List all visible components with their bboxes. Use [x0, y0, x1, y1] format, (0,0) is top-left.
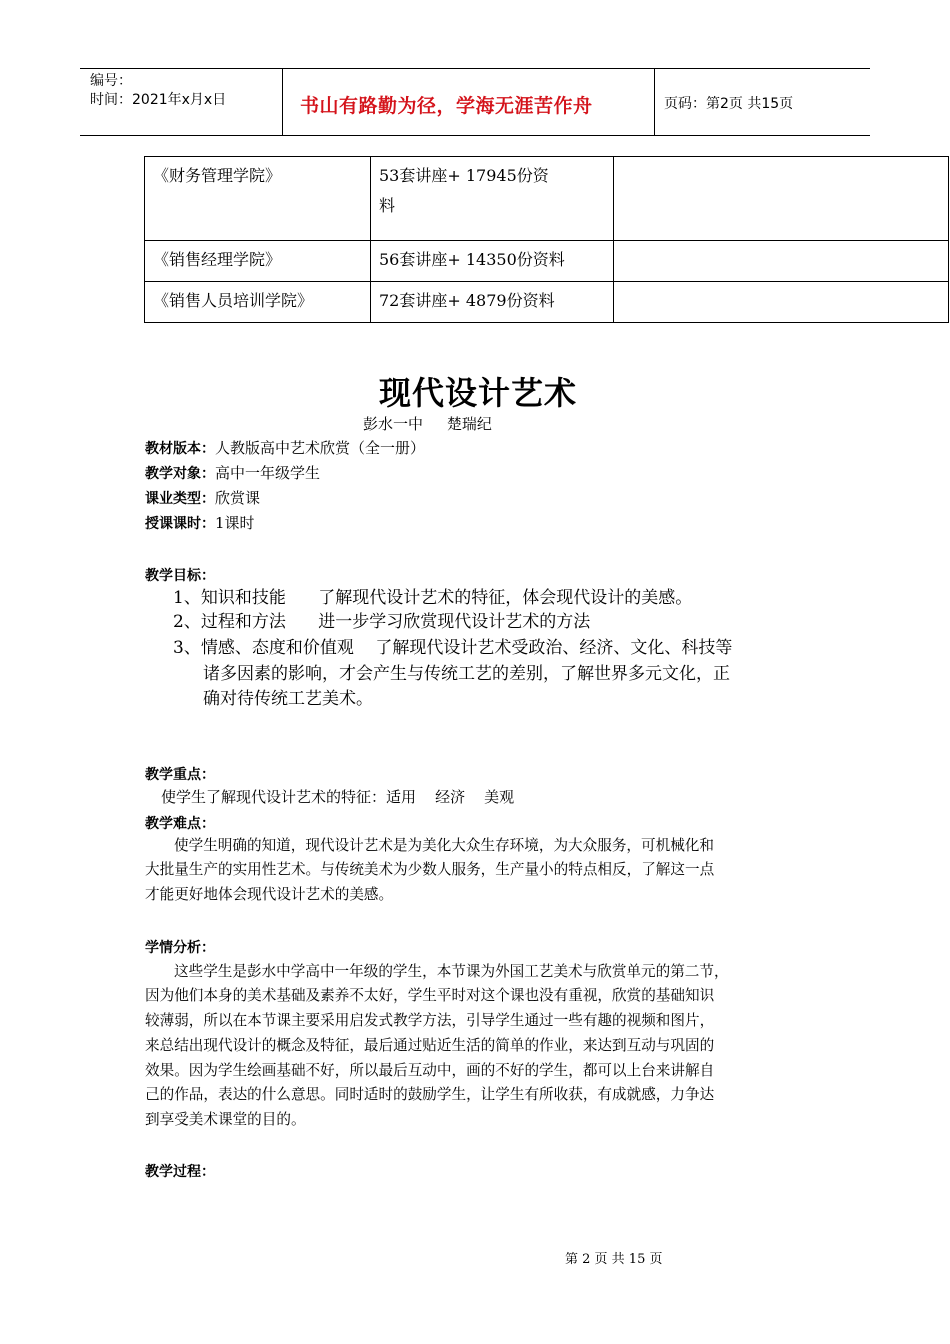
analysis-line: 效果。因为学生绘画基础不好，所以最后互动中，画的不好的学生，都可以上台来讲解自	[145, 1062, 715, 1079]
table-row	[145, 157, 949, 241]
difficulty-line: 才能更好地体会现代设计艺术的美感。	[145, 886, 394, 903]
analysis-heading: 学情分析：	[145, 940, 215, 956]
resource-name: 《销售人员培训学院》	[153, 291, 314, 310]
difficulty-line: 大批量生产的实用性艺术。与传统美术为少数人服务，生产量小的特点相反，了解这一点	[145, 861, 715, 878]
resource-name-cell	[145, 241, 371, 282]
header-divider	[282, 68, 283, 135]
resource-name: 《财务管理学院》	[153, 166, 282, 185]
resource-count-cell	[371, 241, 614, 282]
resource-count-cell	[371, 282, 614, 323]
analysis-line: 较薄弱，所以在本节课主要采用启发式教学方法，引导学生通过一些有趣的视频和图片，	[145, 1012, 715, 1029]
goals-heading: 教学目标：	[145, 568, 215, 584]
table-row	[145, 282, 949, 323]
resource-count: 56套讲座+ 14350份资料	[379, 250, 565, 269]
meta-label: 授课课时：	[145, 516, 215, 532]
difficulty-heading: 教学难点：	[145, 816, 215, 832]
key-points-heading: 教学重点：	[145, 767, 215, 783]
resource-extra-cell	[614, 282, 949, 323]
header-divider	[654, 68, 655, 135]
goal-item: 2、过程和方法 进一步学习欣赏现代设计艺术的方法	[173, 612, 591, 632]
meta-value: 人教版高中艺术欣赏（全一册）	[215, 439, 426, 457]
analysis-line: 因为他们本身的美术基础及素养不太好，学生平时对这个课也没有重视，欣赏的基础知识	[145, 987, 715, 1004]
lesson-title: 现代设计艺术	[378, 374, 577, 412]
resource-name-cell	[145, 282, 371, 323]
resource-count: 53套讲座+ 17945份资	[379, 166, 549, 185]
lesson-meta-audience	[145, 461, 320, 487]
document-number-label: 编号：	[90, 73, 132, 89]
resource-count: 72套讲座+ 4879份资料	[379, 291, 555, 310]
meta-label: 教材版本：	[145, 441, 215, 457]
meta-label: 课业类型：	[145, 491, 215, 507]
analysis-line: 来总结出现代设计的概念及特征，最后通过贴近生活的简单的作业，来达到互动与巩固的	[145, 1037, 715, 1054]
analysis-line: 到享受美术课堂的目的。	[145, 1111, 306, 1128]
goal-item: 3、情感、态度和价值观 了解现代设计艺术受政治、经济、文化、科技等	[173, 638, 733, 658]
header-top-rule	[80, 68, 870, 69]
header-motto: 书山有路勤为径，学海无涯苦作舟	[300, 95, 593, 117]
resource-name: 《销售经理学院》	[153, 250, 282, 269]
page-footer: 第 2 页 共 15 页	[565, 1252, 663, 1267]
lesson-meta-hours	[145, 511, 255, 537]
difficulty-line: 使学生明确的知道，现代设计艺术是为美化大众生存环境，为大众服务，可机械化和	[174, 837, 714, 854]
goal-item-cont: 诸多因素的影响，才会产生与传统工艺的差别，了解世界多元文化，正	[203, 664, 730, 684]
lesson-meta-type	[145, 486, 260, 512]
resource-name-cell	[145, 157, 371, 241]
resource-count-cell	[371, 157, 614, 241]
goal-item-cont: 确对待传统工艺美术。	[203, 689, 373, 709]
meta-label: 教学对象：	[145, 466, 215, 482]
resource-extra-cell	[614, 241, 949, 282]
process-heading: 教学过程：	[145, 1164, 215, 1180]
header-page-info: 页码：第2页 共15页	[664, 96, 794, 112]
header-bottom-rule	[80, 135, 870, 136]
resource-table	[144, 156, 949, 323]
goal-item: 1、知识和技能 了解现代设计艺术的特征，体会现代设计的美感。	[173, 588, 693, 608]
analysis-line: 这些学生是彭水中学高中一年级的学生，本节课为外国工艺美术与欣赏单元的第二节，	[174, 963, 729, 980]
key-points-text: 使学生了解现代设计艺术的特征：适用 经济 美观	[161, 788, 515, 806]
document-time-label: 时间：2021年x月x日	[90, 92, 227, 108]
meta-value: 欣赏课	[215, 489, 261, 507]
meta-value: 1课时	[215, 514, 255, 532]
lesson-meta-textbook	[145, 436, 425, 462]
table-row	[145, 241, 949, 282]
lesson-author: 彭水一中 楚瑞纪	[363, 415, 492, 433]
meta-value: 高中一年级学生	[215, 464, 321, 482]
analysis-line: 己的作品，表达的什么意思。同时适时的鼓励学生，让学生有所收获，有成就感，力争达	[145, 1086, 715, 1103]
resource-count-cont: 料	[379, 196, 396, 215]
resource-extra-cell	[614, 157, 949, 241]
